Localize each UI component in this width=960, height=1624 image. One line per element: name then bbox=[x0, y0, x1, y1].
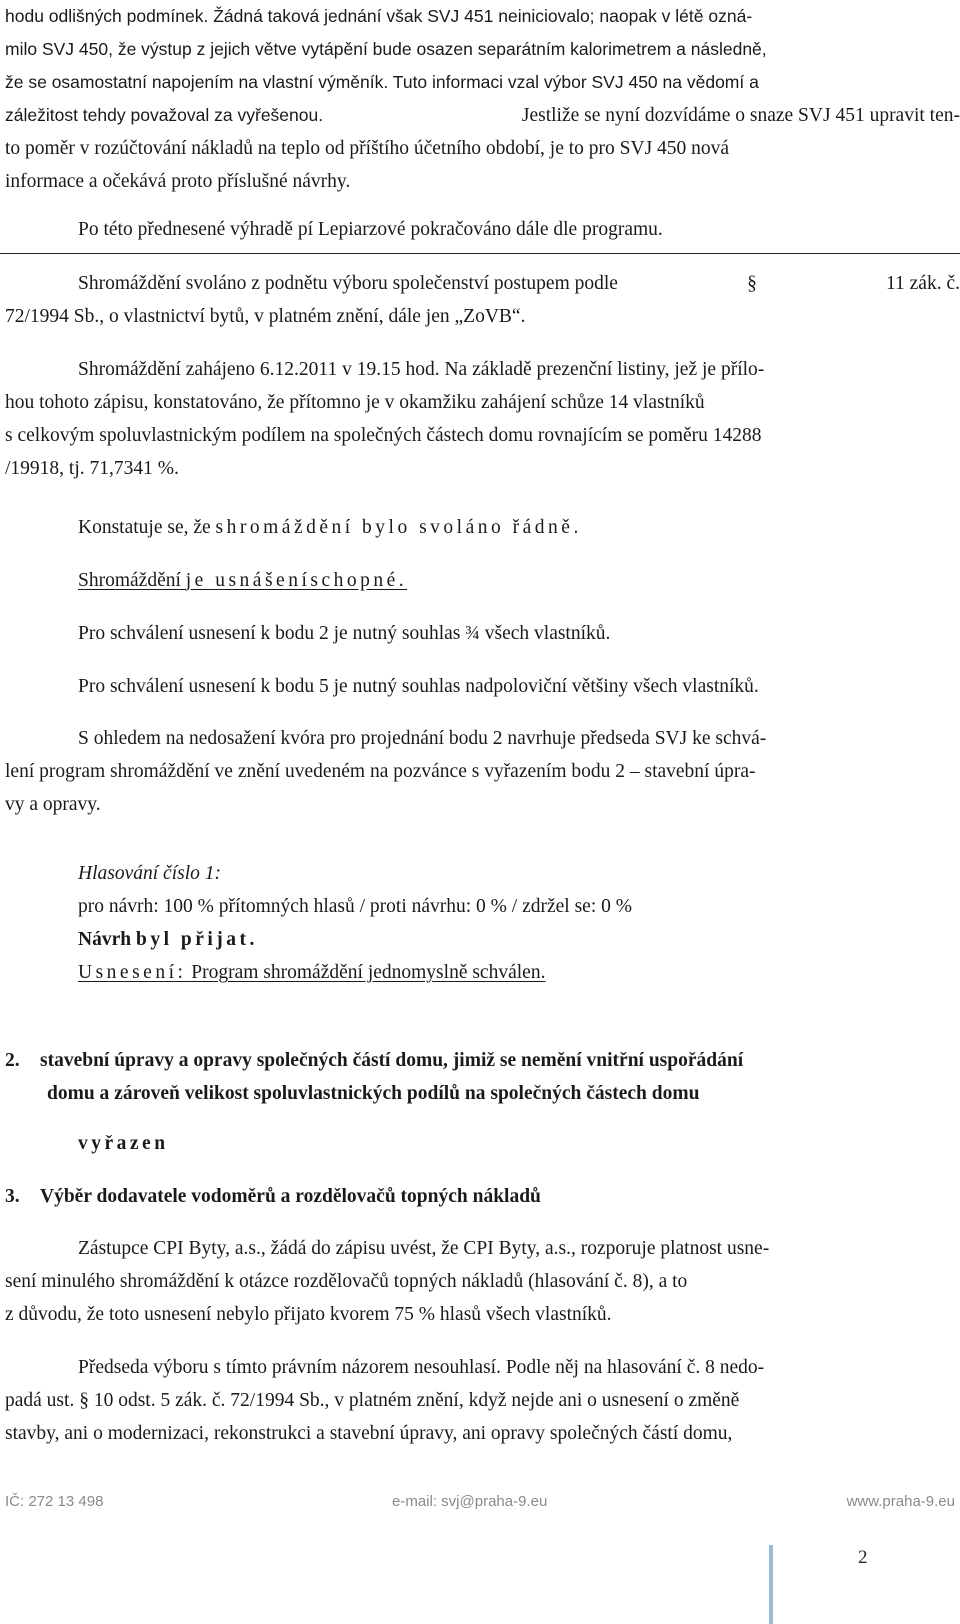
text-line: Pro schválení usnesení k bodu 2 je nutný souhlas ¾ všech vlastníků. bbox=[78, 623, 611, 644]
text-line: sení minulého shromáždění k otázce rozdělovačů topných nákladů (hlasování č. 8), a to bbox=[5, 1271, 688, 1292]
text-line: domu a zároveň velikost spoluvlastnických podílů na společných částech domu bbox=[47, 1083, 700, 1104]
paragraph-started bbox=[5, 353, 960, 485]
footer-email: e-mail: svj@praha-9.eu bbox=[392, 1493, 548, 1510]
text-line: Shromáždění je usnášeníschopné. bbox=[78, 570, 408, 591]
vote-result: pro návrh: 100 % přítomných hlasů / proti návrhu: 0 % / zdržel se: 0 % bbox=[78, 896, 632, 917]
footer-company-id: IČ: 272 13 498 bbox=[5, 1493, 104, 1510]
text-line: hou tohoto zápisu, konstatováno, že přítomno je v okamžiku zahájení schůze 14 vlastníků bbox=[5, 392, 705, 413]
consent-point-2 bbox=[5, 617, 960, 650]
text-line: Shromáždění svoláno z podnětu výboru společenství postupem podle § 11 zák. č. bbox=[78, 273, 960, 294]
text-line: informace a očekává proto příslušné návrhy. bbox=[5, 171, 351, 192]
page-number-bar bbox=[769, 1545, 773, 1624]
text-line: 2. stavební úpravy a opravy společných částí domu, jimiž se nemění vnitřní uspořádání bbox=[5, 1050, 744, 1071]
agenda-item-3 bbox=[5, 1180, 960, 1213]
text-line: z důvodu, že toto usnesení nebylo přijato kvorem 75 % hlasů všech vlastníků. bbox=[5, 1304, 612, 1325]
horizontal-divider bbox=[0, 253, 960, 254]
text-line: to poměr v rozúčtování nákladů na teplo od příštího účetního období, je to pro SVJ 450 nová bbox=[5, 138, 730, 159]
text-line: 72/1994 Sb., o vlastnictví bytů, v platném znění, dále jen „ZoVB“. bbox=[5, 306, 526, 327]
text-line: Předseda výboru s tímto právním názorem nesouhlasí. Podle něj na hlasování č. 8 nedo- bbox=[78, 1357, 765, 1378]
text-line: Pro schválení usnesení k bodu 5 je nutný souhlas nadpoloviční většiny všech vlastníků. bbox=[78, 676, 759, 697]
objection-closing-text: Po této přednesené výhradě pí Lepiarzové pokračováno dále dle programu. bbox=[78, 219, 663, 240]
vote-1-block bbox=[5, 857, 960, 989]
agenda-item-2-status bbox=[5, 1127, 960, 1160]
quorum-statement bbox=[5, 564, 960, 597]
text-line: hodu odlišných podmínek. Žádná taková jednání však SVJ 451 neiniciovalo; naopak v létě ozná- bbox=[5, 6, 753, 26]
text-line: s celkovým spoluvlastnickým podílem na společných částech domu rovnajícím se poměru 14288 bbox=[5, 425, 762, 446]
paragraph-proposal bbox=[5, 722, 960, 821]
vote-resolution: Usnesení: Program shromáždění jednomyslně schválen. bbox=[78, 962, 546, 983]
text-line: Shromáždění zahájeno 6.12.2011 v 19.15 hod. Na základě prezenční listiny, jež je přílo- bbox=[78, 359, 765, 380]
text-line: padá ust. § 10 odst. 5 zák. č. 72/1994 Sb., v platném znění, když nejde ani o usnesení o změně bbox=[5, 1390, 740, 1411]
text-line: S ohledem na nedosažení kvóra pro projednání bodu 2 navrhuje předseda SVJ ke schvá- bbox=[78, 728, 767, 749]
vote-accepted: Návrh byl přijat. bbox=[78, 929, 258, 950]
text-line: že se osamostatní napojením na vlastní výměník. Tuto informaci vzal výbor SVJ 450 na vědomí a bbox=[5, 72, 759, 92]
text-line: milo SVJ 450, že výstup z jejich větve vytápění bude osazen separátním kalorimetrem a následně, bbox=[5, 39, 767, 59]
text-line: 3. Výběr dodavatele vodoměrů a rozdělovačů topných nákladů bbox=[5, 1186, 541, 1207]
text-line: lení program shromáždění ve znění uvedeném na pozvánce s vyřazením bodu 2 – stavební úpra- bbox=[5, 761, 756, 782]
paragraph-heating bbox=[5, 0, 960, 198]
text-line: /19918, tj. 71,7341 %. bbox=[5, 458, 179, 479]
paragraph-convened bbox=[5, 267, 960, 333]
text-line: Zástupce CPI Byty, a.s., žádá do zápisu uvést, že CPI Byty, a.s., rozporuje platnost usne- bbox=[78, 1238, 770, 1259]
page-number: 2 bbox=[858, 1547, 868, 1568]
vote-title: Hlasování číslo 1: bbox=[78, 863, 221, 884]
paragraph-cpi bbox=[5, 1232, 960, 1331]
text-line: Konstatuje se, že shromáždění bylo svoláno řádně. bbox=[78, 517, 582, 538]
objection-closing bbox=[5, 213, 960, 246]
agenda-item-2 bbox=[5, 1044, 960, 1110]
consent-point-5 bbox=[5, 670, 960, 703]
page-footer bbox=[0, 1493, 960, 1517]
convened-properly bbox=[5, 511, 960, 544]
paragraph-chair bbox=[5, 1351, 960, 1450]
footer-website: www.praha-9.eu bbox=[846, 1493, 955, 1510]
item-status: vyřazen bbox=[78, 1133, 169, 1154]
text-line: záležitost tehdy považoval za vyřešenou. Jestliže se nyní dozvídáme o snaze SVJ 451 upravit ten- bbox=[5, 105, 960, 126]
text-line: vy a opravy. bbox=[5, 794, 101, 815]
text-line: stavby, ani o modernizaci, rekonstrukci a stavební úpravy, ani opravy společných částí domu, bbox=[5, 1423, 733, 1444]
